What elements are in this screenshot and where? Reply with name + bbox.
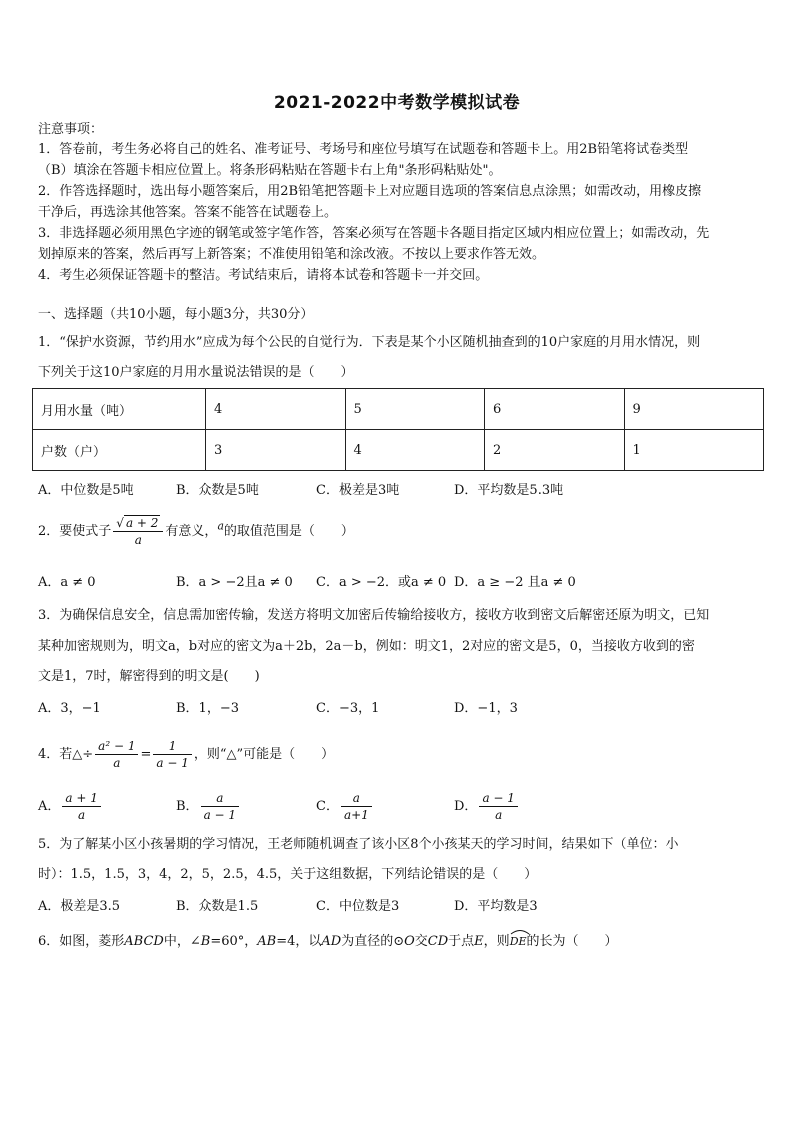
notes-line: 干净后，再选涂其他答案。答案不能答在试题卷上。 [38, 205, 338, 220]
q6-stem-text: 中，∠ [163, 934, 201, 949]
q5-stem-line: 5．为了解某小区小孩暑期的学习情况，王老师随机调查了该小区8个小孩某天的学习时间，结果如下（单位：小 [38, 837, 679, 852]
option-d[interactable]: D．平均数是5.3吨 [454, 483, 564, 498]
q6-symbol: AD [321, 934, 342, 949]
notes-line: 3．非选择题必须用黑色字迹的钢笔或签字笔作答，答案必须写在答题卡各题目指定区域内相应位置上；如需改动，先 [38, 226, 710, 241]
page-title: 2021-2022中考数学模拟试卷 [273, 93, 521, 113]
arc-icon [510, 929, 530, 935]
q1-stem-line: 1．“保护水资源，节约用水”应成为每个公民的自觉行为．下表是某个小区随机抽查到的10户家庭的月用水情况，则 [38, 335, 701, 350]
q4-stem-text: 4．若△÷ [38, 747, 94, 762]
option-a[interactable]: A．a ≠ 0 [38, 575, 96, 590]
q6-stem-text: ，则 [483, 934, 510, 949]
q3-stem-line: 文是1，7时，解密得到的明文是( ) [38, 669, 260, 684]
option-d[interactable]: D．−1，3 [454, 701, 518, 716]
option-fraction [341, 790, 372, 823]
q4-fraction [153, 738, 191, 771]
q2-fraction [113, 515, 163, 548]
q4-fraction [95, 738, 138, 771]
fraction-numerator: a + 1 [62, 790, 100, 807]
q3-stem-line: 某种加密规则为，明文a，b对应的密文为a＋2b，2a－b，例如：明文1，2对应的密文是5，0，当接收方收到的密 [38, 639, 695, 654]
q2-stem [38, 515, 354, 548]
option-b[interactable]: B．众数是5吨 [176, 483, 259, 498]
q1-options [38, 481, 563, 501]
q6-symbol: AB [257, 934, 277, 949]
option-b[interactable]: B．众数是1.5 [176, 899, 259, 914]
notes-line: 划掉原来的答案，然后再写上新答案；不准使用铅笔和涂改液。不按以上要求作答无效。 [38, 247, 546, 262]
option-label: A． [38, 799, 61, 814]
notes-line: （B）填涂在答题卡相应位置上。将条形码粘贴在答题卡右上角"条形码粘贴处"。 [38, 163, 502, 178]
table-cell: 3 [206, 430, 346, 471]
option-c[interactable]: C．−3，1 [316, 701, 380, 716]
table-cell: 1 [624, 430, 764, 471]
table-cell: 5 [345, 389, 485, 430]
option-b[interactable]: B．1，−3 [176, 701, 239, 716]
fraction-numerator: a [341, 790, 372, 807]
q6-stem-text: 交 [414, 934, 428, 949]
option-label: C． [316, 799, 339, 814]
water-usage-table [32, 388, 764, 471]
sqrt-symbol: √ [116, 516, 124, 530]
option-a[interactable]: A．中位数是5吨 [38, 483, 134, 498]
option-d[interactable] [454, 790, 520, 823]
q4-stem-text: ，则“△”可能是（ ） [193, 747, 335, 762]
section-heading: 一、选择题（共10小题，每小题3分，共30分） [38, 307, 314, 322]
notes-line: 1．答卷前，考生务必将自己的姓名、准考证号、考场号和座位号填写在试题卷和答题卡上。用2B铅笔将试卷类型 [38, 142, 689, 157]
q5-stem-line: 时）：1.5，1.5，3，4，2，5，2.5，4.5，关于这组数据，下列结论错误的是（ ） [38, 867, 538, 882]
option-d[interactable]: D．平均数是3 [454, 899, 538, 914]
option-fraction [201, 790, 239, 823]
q6-symbol: ABCD [124, 934, 164, 949]
option-c[interactable]: C．中位数是3 [316, 899, 400, 914]
q6-stem-text: 的长为（ ） [526, 934, 618, 949]
q2-options [38, 573, 576, 593]
q2-variable: a [217, 519, 224, 533]
arc-label: DE [509, 935, 527, 948]
fraction-denominator: a+1 [343, 808, 369, 822]
arc-de [510, 932, 527, 952]
q6-symbol: E [474, 934, 484, 949]
fraction-numerator: a − 1 [479, 790, 517, 807]
q6-stem-text: 为直径的⊙ [341, 934, 405, 949]
notes-line: 4．考生必须保证答题卡的整洁。考试结束后，请将本试卷和答题卡一并交回。 [38, 268, 489, 283]
q4-stem [38, 738, 334, 771]
option-b[interactable]: B．a > −2且a ≠ 0 [176, 575, 293, 590]
option-d[interactable]: D．a ≥ −2 且a ≠ 0 [454, 575, 576, 590]
q2-stem-text: 有意义， [165, 524, 218, 539]
fraction-numerator: a [201, 790, 239, 807]
table-row [33, 430, 764, 471]
option-c[interactable]: C．a > −2．或a ≠ 0 [316, 575, 447, 590]
table-cell: 4 [345, 430, 485, 471]
notes-line: 2．作答选择题时，选出每小题答案后，用2B铅笔把答题卡上对应题目选项的答案信息点涂黑；如需改动，用橡皮擦 [38, 184, 702, 199]
q6-stem-text: =60°， [210, 934, 258, 949]
q1-stem-line: 下列关于这10户家庭的月用水量说法错误的是（ ） [38, 365, 354, 380]
fraction-denominator: a [134, 533, 142, 547]
table-cell: 2 [485, 430, 625, 471]
q6-stem-text: =4，以 [276, 934, 322, 949]
table-row [33, 389, 764, 430]
fraction-numerator: a + 2 [125, 516, 159, 530]
table-cell: 4 [206, 389, 346, 430]
table-cell: 6 [485, 389, 625, 430]
notes-heading: 注意事项： [38, 122, 104, 137]
q3-stem-line: 3．为确保信息安全，信息需加密传输，发送方将明文加密后传输给接收方，接收方收到密文后解密还原为明文，已知 [38, 608, 710, 623]
q3-options [38, 699, 518, 719]
fraction-denominator: a − 1 [203, 808, 237, 822]
q5-options [38, 897, 538, 917]
option-label: B． [176, 799, 199, 814]
fraction-denominator: a [78, 808, 86, 822]
q2-stem-text: 的取值范围是（ ） [223, 524, 354, 539]
fraction-denominator: a [113, 756, 121, 770]
q6-symbol: O [404, 934, 415, 949]
fraction-denominator: a [495, 808, 503, 822]
q6-stem [38, 932, 618, 952]
option-label: D． [454, 799, 478, 814]
option-a[interactable] [38, 790, 176, 823]
option-fraction [479, 790, 517, 823]
q6-symbol: B [200, 934, 211, 949]
fraction-denominator: a − 1 [156, 756, 189, 770]
option-a[interactable]: A．极差是3.5 [38, 899, 121, 914]
table-cell: 9 [624, 389, 764, 430]
q2-stem-text: 2．要使式子 [38, 524, 112, 539]
q6-stem-text: 6．如图，菱形 [38, 934, 125, 949]
option-a[interactable]: A．3，−1 [38, 701, 101, 716]
fraction-numerator: 1 [153, 738, 191, 755]
option-fraction [62, 790, 100, 823]
option-c[interactable] [316, 790, 454, 823]
q6-symbol: CD [427, 934, 449, 949]
q4-options [38, 790, 520, 823]
fraction-numerator: a² − 1 [95, 738, 138, 755]
table-cell: 户数（户） [33, 430, 206, 471]
option-b[interactable] [176, 790, 316, 823]
table-cell: 月用水量（吨） [33, 389, 206, 430]
option-c[interactable]: C．极差是3吨 [316, 483, 400, 498]
q6-stem-text: 于点 [448, 934, 475, 949]
equals-sign: = [140, 747, 152, 762]
